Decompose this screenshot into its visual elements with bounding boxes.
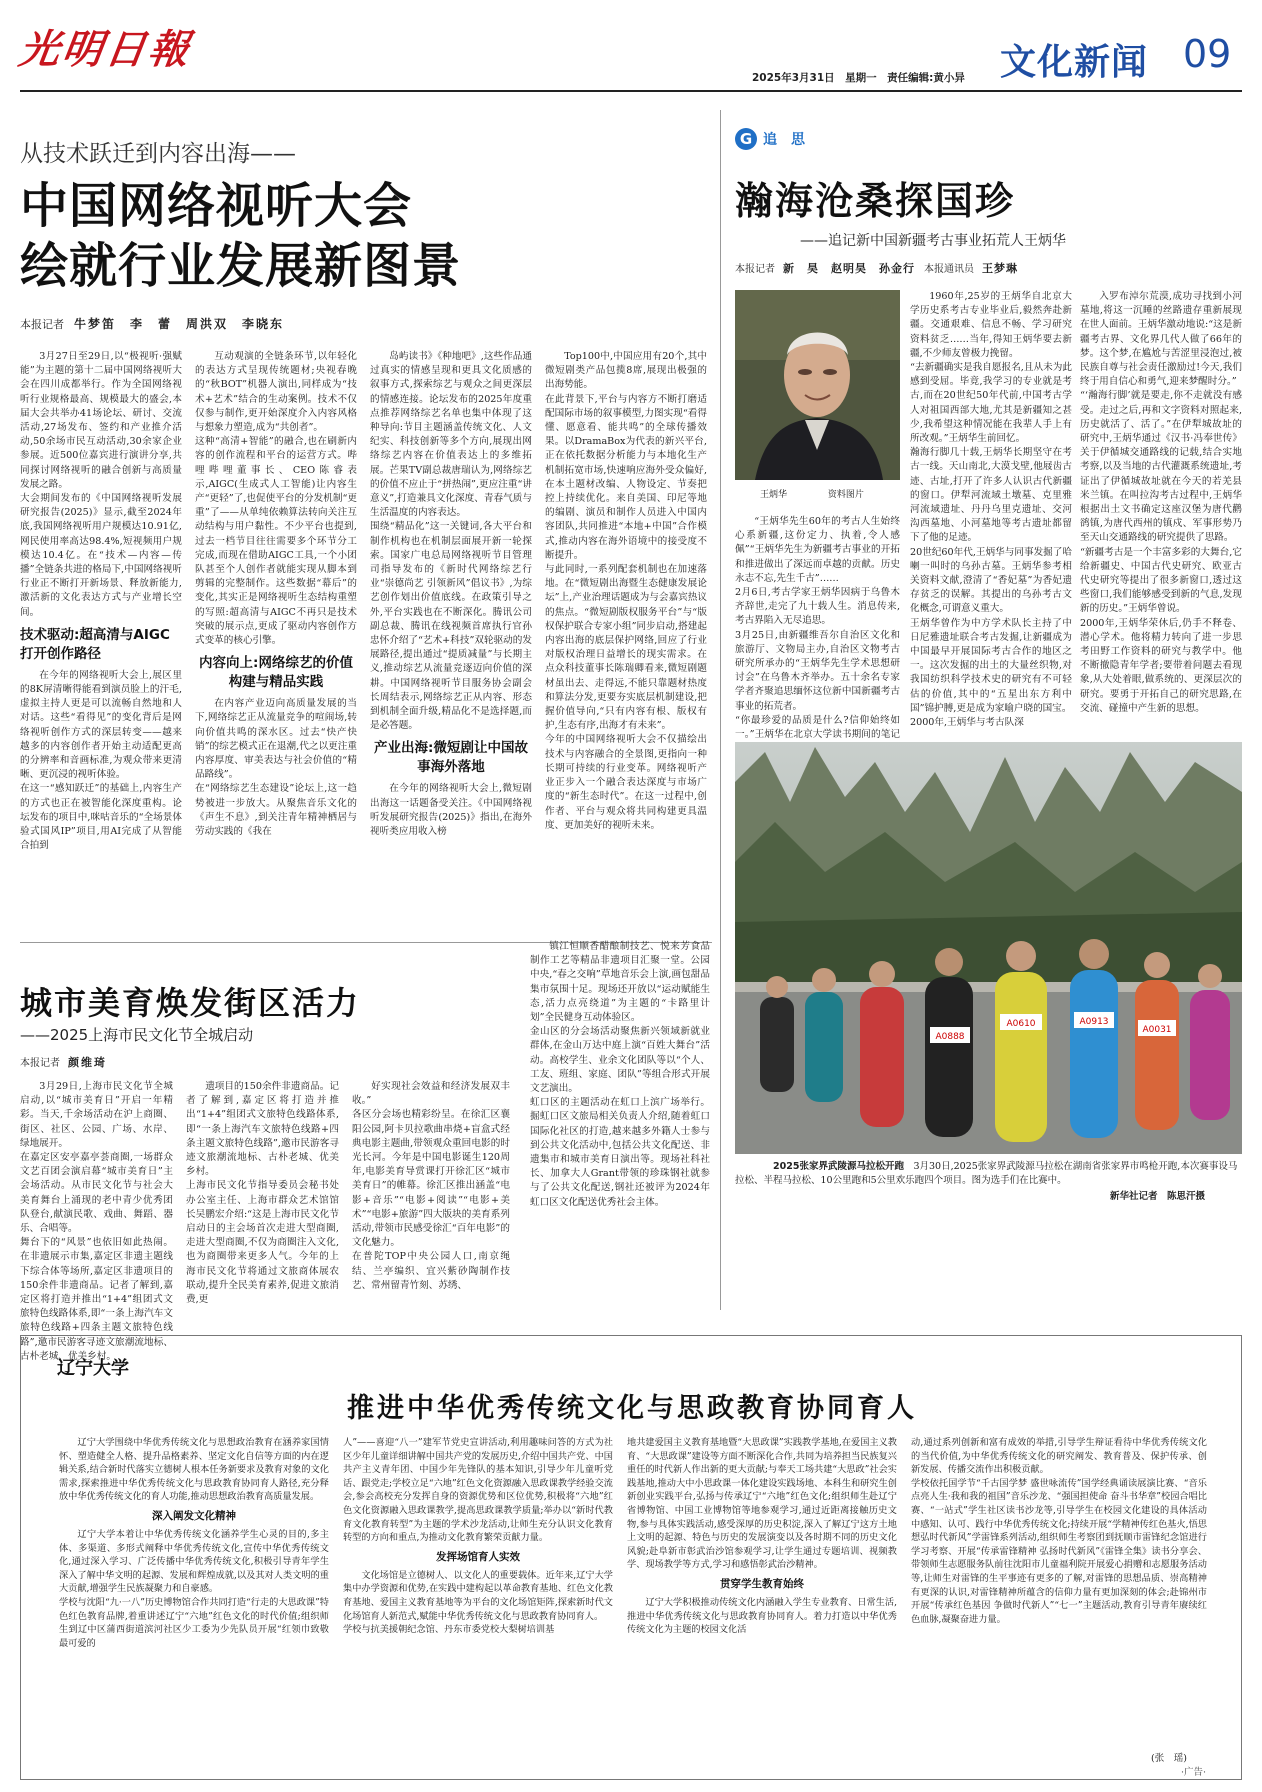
bib-text-1: A0610 — [1006, 1019, 1036, 1029]
a3-column-1 — [20, 1080, 173, 1362]
subhead-tech: 技术驱动:超高清与AIGC打开创作路径 — [20, 626, 170, 662]
marathon-photo — [735, 742, 1242, 1154]
a3-column-2 — [186, 1080, 339, 1306]
article-network-av-conference — [20, 135, 712, 940]
column-divider — [720, 110, 721, 1310]
a1-col3-text: 岛屿读书》《种地吧》,这些作品通过真实的情感呈现和更具文化质感的叙事方式,探索综艺与观众之间更深层的情感连接。论坛发布的2025年度重点推荐网络综艺名单也集中体现了这种导向:节目主题涵盖传统文化、人文纪实、科技创新等多个方向,展现出网络综艺内容在价值表达上的多维拓展。芒果TV副总裁唐瑞认为,网络综艺的价值不应止于“拼热闹”,更应注重“讲意义”,打造兼具文化深度、青春气质与生活温度的内容表达。 围绕“精品化”这一关键词,各大平台和制作机构也在机制层面展开新一轮探索。国家广电总局网络视听节目管理司指导发布的《新时代网络综艺行业“崇德尚艺 引领新风”倡议书》,为综艺创作划出价值底线。在政策引导之外,平台实践也在不断深化。腾讯公司副总裁、腾讯在线视频首席执行官孙忠怀介绍了“艺术+科技”双轮驱动的发展路径,提出通过“提质减量”与长期主义,推动综艺从流量竞逐迈向价值的深耕。中国网络视听节目服务协会副会长周结表示,网络综艺正从内容、形态到机制全面升级,精品化不是选择题,而是必答题。 — [370, 351, 532, 732]
subhead-content: 内容向上:网络综艺的价值构建与精品实践 — [199, 655, 353, 691]
a1-col1-text: 3月27日至29日,以“极视听·强赋能”为主题的第十二届中国网络视听大会在四川成都举行。作为全国网络视听行业规格最高、规模最大的盛会,本届大会共举办41场论坛、研讨、交流活动,27场发布、签约和产业推介活动,50余场市民互动活动,30余家企业参展。近500位嘉宾进行演讲分享,共同探讨网络视听的融合创新与高质量发展之路。 大会期间发布的《中国网络视听发展研究报告(2025)》显示,截至2024年底,我国网络视听用户规模达10.91亿,网民使用率高达98.4%,短视频用户规模达10.4亿。在“技术—内容—传播”全链条共进的格局下,中国网络视听行业正不断打开新场景、释放新能力,激活新的文化表达方式与产业增长空间。 — [20, 351, 182, 618]
ad-col3-text: 地共建爱国主义教育基地暨“大思政课”实践教学基地,在爱国主义教育、“大思政课”建设等方面不断深化合作,共同为培养担当民族复兴重任的时代新人作出新的更大贡献;与奉天工场共建“大思政”社会实践基地,推动大中小思政课一体化建设实践场地、本科生和研究生创新创业实践平台,弘扬与传承辽宁“六地”红色文化;组织师生赴辽宁省博物馆、中国工业博物馆等地参观学习,通过近距离接触历史文物,参与具体实践活动,感受深厚的历史积淀,深入了解辽宁这方土地上文明的起源、特色与历史的发展演变以及各时期不同的历史文化风貌;赴阜新市彰武治沙馆参观学习,让学生通过专题培训、视频教学、现场教学等方式,学习和感悟彰武治沙精神。 — [627, 1437, 897, 1571]
marathon-illustration — [735, 742, 1242, 1154]
column-tag — [735, 128, 805, 150]
a3-col2-text: 遗项目的150余件非遗商品。记者了解到,嘉定区将打造并推出“1+4”组团式文旅特色线路体系,即“一条上海汽车文旅特色线路+四条主题文旅特色线路”,邀市民游客寻迹文旅潮流地标、古朴老城、优美乡村。 上海市民文化节指导委员会秘书处办公室主任、上海市群众艺术馆馆长吴鹏宏介绍:“这是上海市民文化节启动日的主会场首次走进大型商圈,走进大型商圈,不仅为商圈注入文化,也为商圈带来更多人气。今年的上海市民文化节将通过文旅商体展农联动,提升全民美育素养,促进文旅消费,更 — [186, 1081, 339, 1306]
a3-byline-label: 本报记者 — [20, 1058, 60, 1069]
marathon-caption-title: 2025张家界武陵源马拉松开跑 — [773, 1161, 904, 1172]
bib-text-2: A0913 — [1079, 1017, 1109, 1027]
a3-column-3 — [352, 1080, 510, 1290]
portrait-photo — [735, 290, 900, 480]
bib-number-3 — [1138, 1020, 1176, 1036]
headline-line-2: 绘就行业发展新图景 — [20, 238, 462, 294]
portrait-illustration — [735, 290, 900, 480]
a1-column-1 — [20, 350, 182, 940]
subhead-overseas: 产业出海:微短剧让中国故事海外落地 — [374, 740, 528, 776]
ad-column-3 — [627, 1436, 897, 1771]
a3-col1-text: 3月29日,上海市民文化节全城启动,以“城市美育日”开启一年精彩。当天,千余场活动在沪上商圈、街区、社区、公园、广场、水岸、绿地展开。 在嘉定区安亭嘉亭荟商圈,一场群众文艺百团会演启幕“城市美育日”主会场活动。从市民文化节与社会大美育舞台上涌现的老中青少优秀团队登台,献演民歌、戏曲、舞蹈、器乐、合唱等。 舞台下的“风景”也依旧如此热闹。在非遗展示市集,嘉定区非遗主题线下综合体等场所,嘉定区非遗项目的150余件非遗商品。记者了解到,嘉定区将打造并推出“1+4”组团式文旅特色线路体系,即“一条上海汽车文旅特色线路+四条主题文旅特色线路”,邀市民游客寻迹文旅潮流地标、古朴老城、优美乡村。 — [20, 1081, 173, 1362]
bib-number-0 — [930, 1027, 970, 1043]
ad-subhead-2: 发挥场馆育人实效 — [436, 1550, 520, 1563]
marathon-caption — [735, 1160, 1242, 1188]
a2-column-3 — [1080, 290, 1242, 735]
a3-col4-text: 镇江恒顺香醋酿制技艺、悦来芳食品制作工艺等精品非遗项目汇聚一堂。公园中央,“春之交响”草地音乐会上演,画包甜品集市氛围十足。现场还开放以“运动赋能生态,活力点亮绕道”为主题的“卡路里计划”全民健身互动体验区。 金山区的分会场活动聚焦新兴领域新就业群体,在金山万达中庭上演“百姓大舞台”活动。高校学生、业余文化团队等以“个人、工友、班组、家庭、团队”等组合形式开展文艺演出。 虹口区的主题活动在虹口上滨广场举行。掘虹口区文旅局相关负责人介绍,随着虹口国际化社区的打造,越来越多外籍人士参与到公共文化活动中,包括公共文化配送、非遗集市和城市美育日演出等。现场社科社长、加拿大人Grant带领的珍珠钢社就参与了公共文化配送,钢社还被评为2024年虹口区文化配送优秀社会主体。 — [530, 941, 710, 1208]
a1-col4-text: Top100中,中国应用有20个,其中微短剧类产品包揽8席,展现出极强的出海势能。 在此背景下,平台与内容方不断打磨适配国际市场的叙事模型,力图实现“看得懂、愿意看、能共鸣”的全球传播效果。以DramaBox为代表的新兴平台,正在依托数据分析能力与本地化生产机制拓宽市场,快速响应海外受众偏好,在本土题材改编、人物设定、节奏把控上持续优化。来自美国、印尼等地的编剧、演员和制作人员进入中国内容团队,共同推进“本地+中国”合作模式,推动内容在海外语境中的接受度不断提升。 与此同时,一系列配套机制也在加速落地。在“微短剧出海暨生态健康发展论坛”上,产业治理话题成为与会嘉宾热议的焦点。“微短剧版权服务平台”与“版权保护联合专家小组”同步启动,搭建起内容出海的底层保护网络,回应了行业对版权治理日益增长的现实需求。在点众科技董事长陈瑞卿看来,微短剧题材虽出去、走得远,不能只靠题材热度和算法分发,更要夯实底层机制建设,把握价值导向,“只有内容有根、版权有护,生态有序,出海才有未来”。 今年的中国网络视听大会不仅描绘出技术与内容融合的全景图,更指向一种长期可持续的行业变革。网络视听产业正步入一个融合表达深度与市场广度的“新生态时代”。在这一过程中,创作者、平台与观众将共同构建更具温度、更加美好的视听未来。 — [545, 351, 707, 831]
a1-column-2 — [195, 350, 357, 940]
ad-subhead-1: 深入阐发文化精神 — [152, 1509, 236, 1522]
ad-col3b-text: 辽宁大学积极推动传统文化内涵融入学生专业教育、日常生活,推进中华优秀传统文化与思政教育协同育人。着力打造以中华优秀传统文化为主题的校园文化活 — [627, 1596, 897, 1636]
ad-col1b-text: 辽宁大学本着让中华优秀传统文化涵养学生心灵的目的,多主体、多渠道、多形式阐释中华优秀传统文化,宣传中华优秀传统文化,通过深入学习、广泛传播中华优秀传统文化,积极引导青年学生深入了解中华文明的起源、发展和辉煌成就,以及其对人类文明的重大贡献,增强学生民族凝聚力和自豪感。 学校与沈阳“九·一八”历史博物馆合作共同打造“行走的大思政课”特色红色教育品牌,着重讲述辽宁“六地”红色文化的时代价值;组织师生到辽中区蒲西街道滨河社区少工委为少先队员开展“红领巾致敬最可爱的 — [59, 1528, 329, 1649]
a2-column-2 — [910, 290, 1072, 735]
portrait-caption-name: 王炳华 — [760, 490, 788, 500]
a2-col3-text: 入罗布淖尔荒漠,成功寻找到小河墓地,将这一沉睡的丝路遗存重新展现在世人面前。王炳华激动地说:“这是新疆考古界、文化界几代人做了66年的梦。这个梦,在尴尬与苦涩里浸泡过,被民族自尊与社会责任激励过!今天,我们终于用自信心和勇气,迎来梦醒时分。” “‘瀚海行脚’就是要走,你不走就没有感受。走过之后,再和文字资料对照起来,历史就活了、活了。”在伊犁城故址的研究中,王炳华通过《汉书·冯奉世传》关于伊循城交通路线的记载,结合实地考察,以及当地的古代灌溉系统遗址,考证出了伊循城故址就在今天的若羌县米兰镇。在叫拉沟考古过程中,王炳华根据出土文书确定这座汉堡为唐代鹳鹆镇,为唐代西州的镇戍、军事形势乃至天山交通路线的研究提供了思路。 “新疆考古是一个丰富多彩的大舞台,它给新疆史、中国古代史研究、欧亚古代史研究等提出了很多新窗口,透过这些窗口,我们能够感受到新的气息,发现新的历史。”王炳华曾说。 2000年,王炳华荣休后,仍手不释卷、潜心学术。他将精力转向了进一步思考田野工作资料的研究与教学中。他不断撤隐青年学者;要带着问题去看现象,从大处着眼,做系统的、更深层次的研究。要勇于开拓自己的研究思路,在交流、碰撞中产生新的思想。 — [1080, 291, 1242, 714]
a1-column-4 — [545, 350, 707, 940]
byline-label: 本报记者 — [20, 318, 64, 331]
marathon-caption-body: 3月30日,2025张家界武陵源马拉松在湖南省张家界市鸣枪开跑,本次赛事设马拉松、半程马拉松、10公里跑和5公里欢乐跑四个项目。图为选手们在比赛中。 — [735, 1161, 1238, 1186]
bib-text-0: A0888 — [935, 1032, 965, 1042]
a1-col3b-text: 在今年的网络视听大会上,微短剧出海这一话题备受关注。《中国网络视听发展研究报告(2025)》指出,在海外视听类应用收入榜 — [370, 783, 532, 838]
marathon-credit: 新华社记者 陈思汗摄 — [1110, 1191, 1206, 1202]
a2-subtitle: ——追记新中国新疆考古事业拓荒人王炳华 — [800, 233, 1066, 249]
newspaper-logo: 光明日報 — [16, 26, 195, 73]
a2-col2-text: 1960年,25岁的王炳华自北京大学历史系考古专业毕业后,毅然奔赴新疆。交通艰难、信息不畅、学习研究资料贫乏……当年,得知王炳华要去新疆,不少师友曾极力挽留。 “去新疆确实是我自愿报名,且从未为此感到受屈。毕竟,我学习的专业就是考古,而在20世纪50年代前,中国考古学人对祖国西部大地,尤其是新疆知之甚少,我希望这种情况能在我辈人手上有所改观。”王炳华生前回忆。 瀚海行脚几十载,王炳华长期坚守在考古一线。天山南北,大漠戈壁,他屐齿古迹、古址,打开了许多人认识古代新疆的窗口。伊犁河流域土墩墓、克里雅河流域遗址、丹丹乌里克遗址、交河沟西墓地、小河墓地等考古遗址都留下了他的足迹。 20世纪60年代,王炳华与同事发掘了哈喇一叫时的乌孙古墓。王炳华参考相关资料文献,澄清了“香妃墓”为香妃遗存贫乏的误解。其提出的乌孙考古文化概念,可谓意义重大。 王炳华曾作为中方学术队长主持了中日尼雅遗址联合考古发掘,让新疆成为中国最早开展国际考古合作的地区之一。这次发掘的出土的大量丝织物,对我国纺织科学技术史的研究有不可轻估的价值,其中的“五星出东方利中国”锦护膊,更是成为家喻户晓的国宝。 2000年,王炳华与考古队深 — [910, 291, 1072, 729]
a3-headline: 城市美育焕发街区活力 — [20, 984, 361, 1022]
a2-headline: 瀚海沧桑探国珍 — [735, 178, 1016, 223]
advertisement-box — [20, 1335, 1242, 1780]
a2-byline-names-2: 王梦琳 — [982, 262, 1018, 275]
a3-subtitle: ——2025上海市民文化节全城启动 — [20, 1026, 254, 1044]
ad-label: ·广告· — [1181, 1767, 1207, 1778]
masthead — [0, 0, 1262, 100]
dateline: 2025年3月31日 星期一 责任编辑:黄小异 — [752, 72, 965, 84]
a1-col2-text: 互动观演的全链条环节,以年轻化的表达方式呈现传统题材;央视春晚的“秋BOT”机器人演出,同样成为“技术+艺术”结合的生动案例。技术不仅仅参与制作,更开始深度介入内容风格与想象力塑造,成为“共创者”。 这种“高清+智能”的融合,也在刷新内容的创作流程和平台的运营方式。哔哩哔哩董事长、CEO陈睿表示,AIGC(生成式人工智能)让内容生产“更轻”了,也促使平台的分发机制“更重”了——从单纯依赖算法转向关注互动结构与用户黏性。不少平台也提到,过去一档节目往往需要多个环节分工完成,而现在借助AIGC工具,一个小团队甚至个人创作者就能实现从脚本到剪辑的完整制作。这些数据“幕后”的变化,其实正是网络视听生态结构重塑的写照:超高清与AIGC不再只是技术突破的展示点,更成了驱动内容创作方式变革的核心引擎。 — [195, 351, 357, 647]
a1-col2b-text: 在内容产业迈向高质量发展的当下,网络综艺正从流量竞争的喧闹场,转向价值共鸣的深水区。过去“快产快销”的综艺模式正在退潮,代之以更注重内容厚度、审美表达与社会价值的“精品路线”。 在“网络综艺生态建设”论坛上,这一趋势被进一步放大。从聚焦音乐文化的《声生不息》,到关注青年精神栖居与劳动实践的《我在 — [195, 698, 357, 838]
masthead-rule — [20, 90, 1242, 92]
bib-number-1 — [1000, 1014, 1042, 1030]
section-title: 文化新闻 — [1000, 41, 1149, 83]
a2-byline-label-2: 本报通讯员 — [924, 264, 974, 275]
ad-signature: (张 瑶) — [1151, 1753, 1187, 1764]
byline-names: 牛梦笛 李 蕾 周洪双 李晓东 — [74, 317, 285, 331]
a3-byline — [20, 1054, 116, 1070]
ad-col2b-text: 文化场馆是立德树人、以文化人的重要载体。近年来,辽宁大学集中办学资源和优势,在实践中建构起以革命教育基地、红色文化教育基地、爱国主义教育基地等为平台的文化场馆矩阵,探索新时代文化场馆育人新范式,赋能中华优秀传统文化与思政教育协同育人。 学校与抗美援朝纪念馆、丹东市委党校大梨树培训基 — [343, 1569, 613, 1636]
portrait-caption-credit: 资料图片 — [827, 490, 864, 500]
article-shanghai-culture-festival — [20, 941, 712, 1362]
bib-number-2 — [1074, 1012, 1114, 1028]
ad-col4-text: 动,通过系列创新和富有成效的举措,引导学生辩证看待中华优秀传统文化的当代价值,为中华优秀传统文化的研究阐发、教育普及、保护传承、创新发展、传播交流作出积极贡献。 学校依托国学节“千古国学梦 盛世咏流传”国学经典诵读展演比赛、“音乐点亮人生·我和我的祖国”音乐沙龙、“强国担使命 奋斗书华章”校园合唱比赛、“一站式”学生社区读书沙龙等,引导学生在校园文化建设的具体活动中感知、认可、践行中华优秀传统文化;持续开展“学精神传红色基火,悟思想弘时代新风”学雷锋系列活动,组织师生考察团到抚顺市雷锋纪念馆进行学习考察、开展“传承雷锋精神 弘扬时代新风”《雷锋全集》读书分享会、带领师生志愿服务队前往沈阳市儿童福利院开展爱心捐赠和志愿服务活动等,让师生对雷锋的生平事迹有更多的了解,对雷锋的思想品质、崇高精神有更深的认识,对雷锋精神所蕴含的信仰力量有更加深刻的体会;赴锦州市开展“传承红色基因 争做时代新人”“七一”主题活动,教育引导青年赓续红色血脉,凝聚奋进力量。 — [911, 1437, 1207, 1625]
page-number: 09 — [1183, 32, 1232, 76]
a1-col1b-text: 在今年的网络视听大会上,展区里的8K屏清晰得能看到演员脸上的汗毛,虚拟主持人更是可以流畅自然地和人对话。这些“看得见”的变化背后是网络视听创作方式的深层转变——越来越多的内容创作者开始主动适配更高的分辨率和音画标准,为观众带来更清晰、更沉浸的视听体验。 在这一“感知跃迁”的基础上,内容生产的方式也正在被智能化深度重构。论坛发布的项目中,咪咕音乐的“全场景体验式国风IP”项目,用AI完成了从智能合拍到 — [20, 669, 182, 852]
a2-byline-names: 新 昊 赵明昊 孙金行 — [783, 262, 915, 275]
ad-column-4 — [911, 1436, 1207, 1748]
kicker: 从技术跃迁到内容出海—— — [20, 141, 296, 167]
article-wang-binghua — [735, 120, 1242, 741]
ad-title: 推进中华优秀传统文化与思政教育协同育人 — [347, 1393, 917, 1424]
g-logo-icon: G — [735, 128, 757, 150]
headline-line-1: 中国网络视听大会 — [20, 178, 413, 234]
a2-byline-label: 本报记者 — [735, 264, 775, 275]
a2-col1-text: “王炳华先生60年的考古人生始终心系新疆,这份定力、执着,令人感佩”“王炳华先生为新疆考古事业的开拓和推进做出了深远而卓越的贡献。历史永志不忘,先生千古”…… 2月6日,考古学家王炳华因病于乌鲁木齐辞世,走完了九十载人生。消息传来,考古界陷入无尽追思。 3月25日,由新疆维吾尔自治区文化和旅游厅、文物局主办,自治区文物考古研究所承办的“王炳华先生学术思想研讨会”在乌鲁木齐举办。五十余名专家学者齐聚追思缅怀这位新中国新疆考古事业的拓荒者。 “你最珍爱的品质是什么?信仰始终如一。”王炳华在北京大学读书期间的笔记 — [735, 516, 900, 741]
ad-column-1 — [59, 1436, 329, 1771]
a2-column-1 — [735, 515, 900, 741]
ad-subhead-3: 贯穿学生教育始终 — [720, 1577, 804, 1590]
bib-text-3: A0031 — [1142, 1025, 1172, 1035]
ad-col2-text: 人”——喜迎“八一”建军节党史宣讲活动,利用趣味问答的方式为社区少年儿童详细讲解中国共产党的发展历史,介绍中国共产党、中国共产主义青年团、中国少年先锋队的基本知识,引导少年儿童听党话、跟党走;学校立足“六地”红色文化资源融入思政课教学经验交流会,参会高校充分发挥自身的资源优势和区位优势,积极将“六地”红色文化资源融入思政课教学,提高思政课教学质量;举办以“新时代教育文化教育转型”为主题的学术沙龙活动,让师生充分认识文化教育转型的方向和重点,为推动文化教育繁荣贡献力量。 — [343, 1437, 613, 1544]
a1-column-3 — [370, 350, 532, 940]
a3-col3-text: 好实现社会效益和经济发展双丰收。” 各区分会场也精彩纷呈。在徐汇区襄阳公园,阿卡贝拉歌曲串烧+盲盒式经典电影主题曲,带领观众重回电影的时光长河。今年是中国电影诞生120周年,电影美育导赏课打开徐汇区“城市美育日”的帷幕。徐汇区推出涵盖“电影+音乐”“电影+阅读”“电影+美术”“电影+旅游”四大版块的美育系列活动,带领市民感受徐汇“百年电影”的文化魅力。 在普陀TOP中央公园人口,南京绳结、兰亭编织、宜兴紫砂陶制作技艺、常州留青竹刻、苏绣、 — [352, 1081, 510, 1291]
a2-byline — [735, 260, 1027, 276]
ad-col1-text: 辽宁大学围绕中华优秀传统文化与思想政治教育在涵养家国情怀、塑造健全人格、提升品格素养、坚定文化自信等方面的内在逻辑关系,结合新时代落实立德树人根本任务新要求及教育对象的文化需求,探索推进中华优秀传统文化与思政教育协同育人路径,充分释放中华优秀传统文化的育人功能,推动思想政治教育高质量发展。 — [59, 1437, 329, 1503]
a3-column-4 — [530, 940, 710, 1290]
ad-org-name: 辽宁大学 — [57, 1358, 129, 1379]
byline — [20, 315, 293, 332]
a3-byline-names: 颜维琦 — [68, 1056, 107, 1069]
column-tag-label: 追 思 — [763, 132, 805, 148]
portrait-caption — [760, 488, 900, 502]
ad-column-2 — [343, 1436, 613, 1771]
